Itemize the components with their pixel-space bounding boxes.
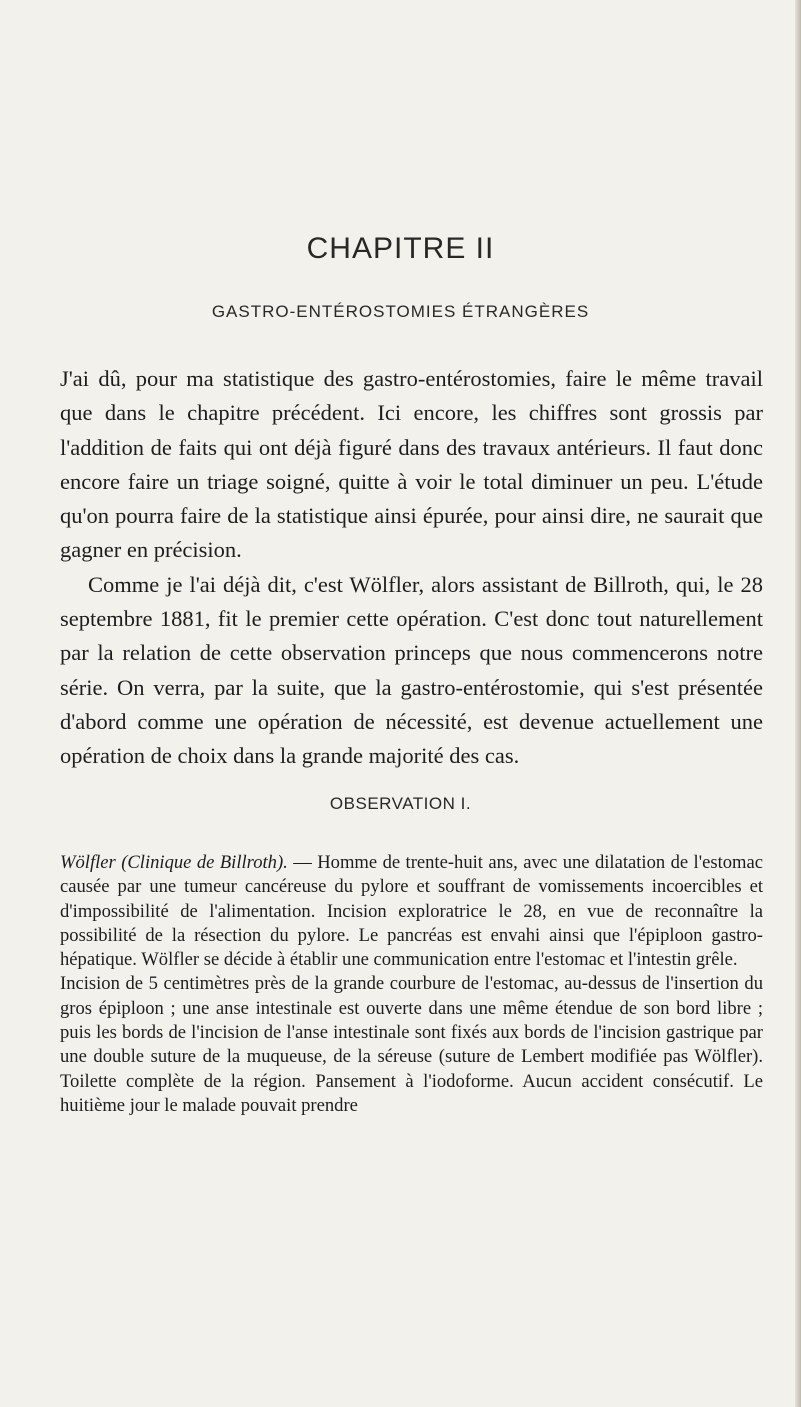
chapter-title: CHAPITRE II: [306, 232, 495, 265]
observation-text: [60, 851, 763, 1118]
observation-paragraph-2: Incision de 5 centimètres près de la grande courbure de l'estomac, au-dessus de l'insertion du gros épiploon ; une anse intestinale est ouverte dans une même étendue de son bord libre ; puis les bords de l'incision de l'anse intestinale sont fixés aux bords de l'incision gastrique par une double suture de la muqueuse, de la séreuse (suture de Lembert modifiée pas Wölfler). Toilette complète de la région. Pansement à l'iodoforme. Aucun accident consécutif. Le huitième jour le malade pouvait prendre: [60, 973, 763, 1116]
observation-heading: OBSERVATION I.: [329, 794, 472, 813]
observation-paragraph-1: [60, 851, 763, 972]
observation-source: (Clinique de Billroth).: [121, 852, 288, 873]
page-edge-shadow: [795, 0, 801, 1407]
observation-paragraph-1-text: — Homme de trente-huit ans, avec une dilatation de l'estomac causée par une tumeur cancéreuse du pylore et souffrant de vomissements incoercibles et d'impossibilité de l'alimentation. Incision exploratrice le 28, en vue de reconnaître la possibilité de la résection du pylore. Le pancréas est envahi ainsi que l'épiploon gastro-hépatique. Wölfler se décide à établir une communication entre l'estomac et l'intestin grêle.: [60, 852, 763, 971]
paragraph-2: Comme je l'ai déjà dit, c'est Wölfler, alors assistant de Billroth, qui, le 28 septembre 1881, fit le premier cette opération. C'est donc tout naturellement par la relation de cette observation princeps que nous commencerons notre série. On verra, par la suite, que la gastro-entérostomie, qui s'est présentée d'abord comme une opération de nécessité, est devenue actuellement une opération de choix dans la grande majorité des cas.: [60, 571, 763, 769]
observation-author: Wölfler: [60, 852, 116, 873]
paragraph-1: J'ai dû, pour ma statistique des gastro-entérostomies, faire le même travail que dans le chapitre précédent. Ici encore, les chiffres sont grossis par l'addition de faits qui ont déjà figuré dans des travaux antérieurs. Il faut donc encore faire un triage soigné, quitte à voir le total diminuer un peu. L'étude qu'on pourra faire de la statistique ainsi épurée, pour ainsi dire, ne saurait que gagner en précision.: [60, 366, 763, 563]
section-heading: GASTRO-ENTÉROSTOMIES ÉTRANGÈRES: [211, 302, 590, 321]
main-text: [60, 362, 763, 774]
